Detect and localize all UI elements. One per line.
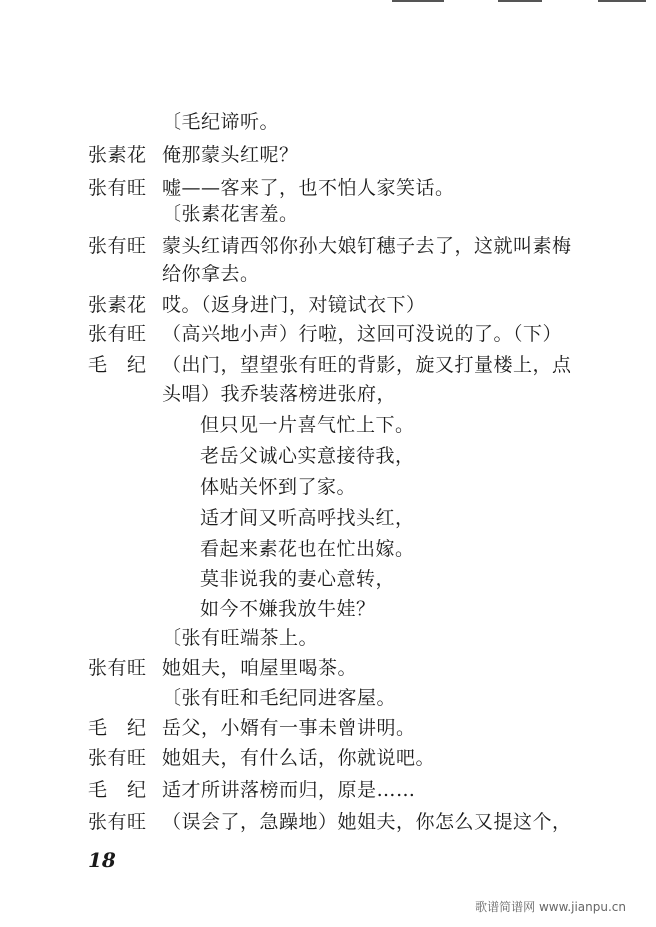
top-rule-1 [392,0,444,2]
lyric-line: 适才间又听高呼找头红， [200,507,415,529]
top-rule-3 [598,0,646,2]
dialogue-line: 蒙头红请西邻你孙大娘钉穗子去了，这就叫素梅 [162,235,572,257]
top-rule-2 [498,0,542,2]
lyric-line: 但只见一片喜气忙上下。 [200,414,415,436]
stage-direction: 〔张有旺端茶上。 [162,627,319,649]
dialogue-line: 她姐夫，咱屋里喝茶。 [162,657,358,679]
speaker-label: 毛 纪 [88,717,147,739]
speaker-label: 张有旺 [88,811,147,833]
speaker-label: 张素花 [88,144,147,166]
speaker-label: 毛 纪 [88,779,147,801]
speaker-label: 张有旺 [88,657,147,679]
stage-direction: 〔张素花害羞。 [162,203,299,225]
speaker-label: 张有旺 [88,747,147,769]
dialogue-line: （误会了，急躁地）她姐夫，你怎么又提这个， [162,811,572,833]
dialogue-line: 适才所讲落榜而归，原是…… [162,779,416,801]
stage-direction: 〔张有旺和毛纪同进客屋。 [162,687,397,709]
lyric-line: 老岳父诚心实意接待我， [200,445,415,467]
watermark: 歌谱简谱网 www.jianpu.cn [475,900,626,914]
stage-direction: 〔毛纪谛听。 [162,111,280,133]
dialogue-line: （出门，望望张有旺的背影，旋又打量楼上，点 [162,354,572,376]
speaker-label: 张有旺 [88,235,147,257]
dialogue-line: 哎。（返身进门，对镜试衣下） [162,294,426,316]
dialogue-line: 嘘——客来了，也不怕人家笑话。 [162,177,455,199]
speaker-label: 张素花 [88,294,147,316]
dialogue-continuation: 头唱）我乔装落榜进张府， [162,383,397,405]
speaker-label: 毛 纪 [88,354,147,376]
dialogue-line: 她姐夫，有什么话，你就说吧。 [162,747,436,769]
speaker-label: 张有旺 [88,323,147,345]
dialogue-line: 岳父，小婿有一事未曾讲明。 [162,717,416,739]
page-number: 18 [88,848,116,872]
dialogue-line: （高兴地小声）行啦，这回可没说的了。（下） [162,323,563,345]
lyric-line: 体贴关怀到了家。 [200,476,357,498]
lyric-line: 看起来素花也在忙出嫁。 [200,538,415,560]
dialogue-line: 俺那蒙头红呢？ [162,144,299,166]
dialogue-continuation: 给你拿去。 [162,263,260,285]
lyric-line: 莫非说我的妻心意转， [200,568,396,590]
speaker-label: 张有旺 [88,177,147,199]
lyric-line: 如今不嫌我放牛娃？ [200,598,376,620]
